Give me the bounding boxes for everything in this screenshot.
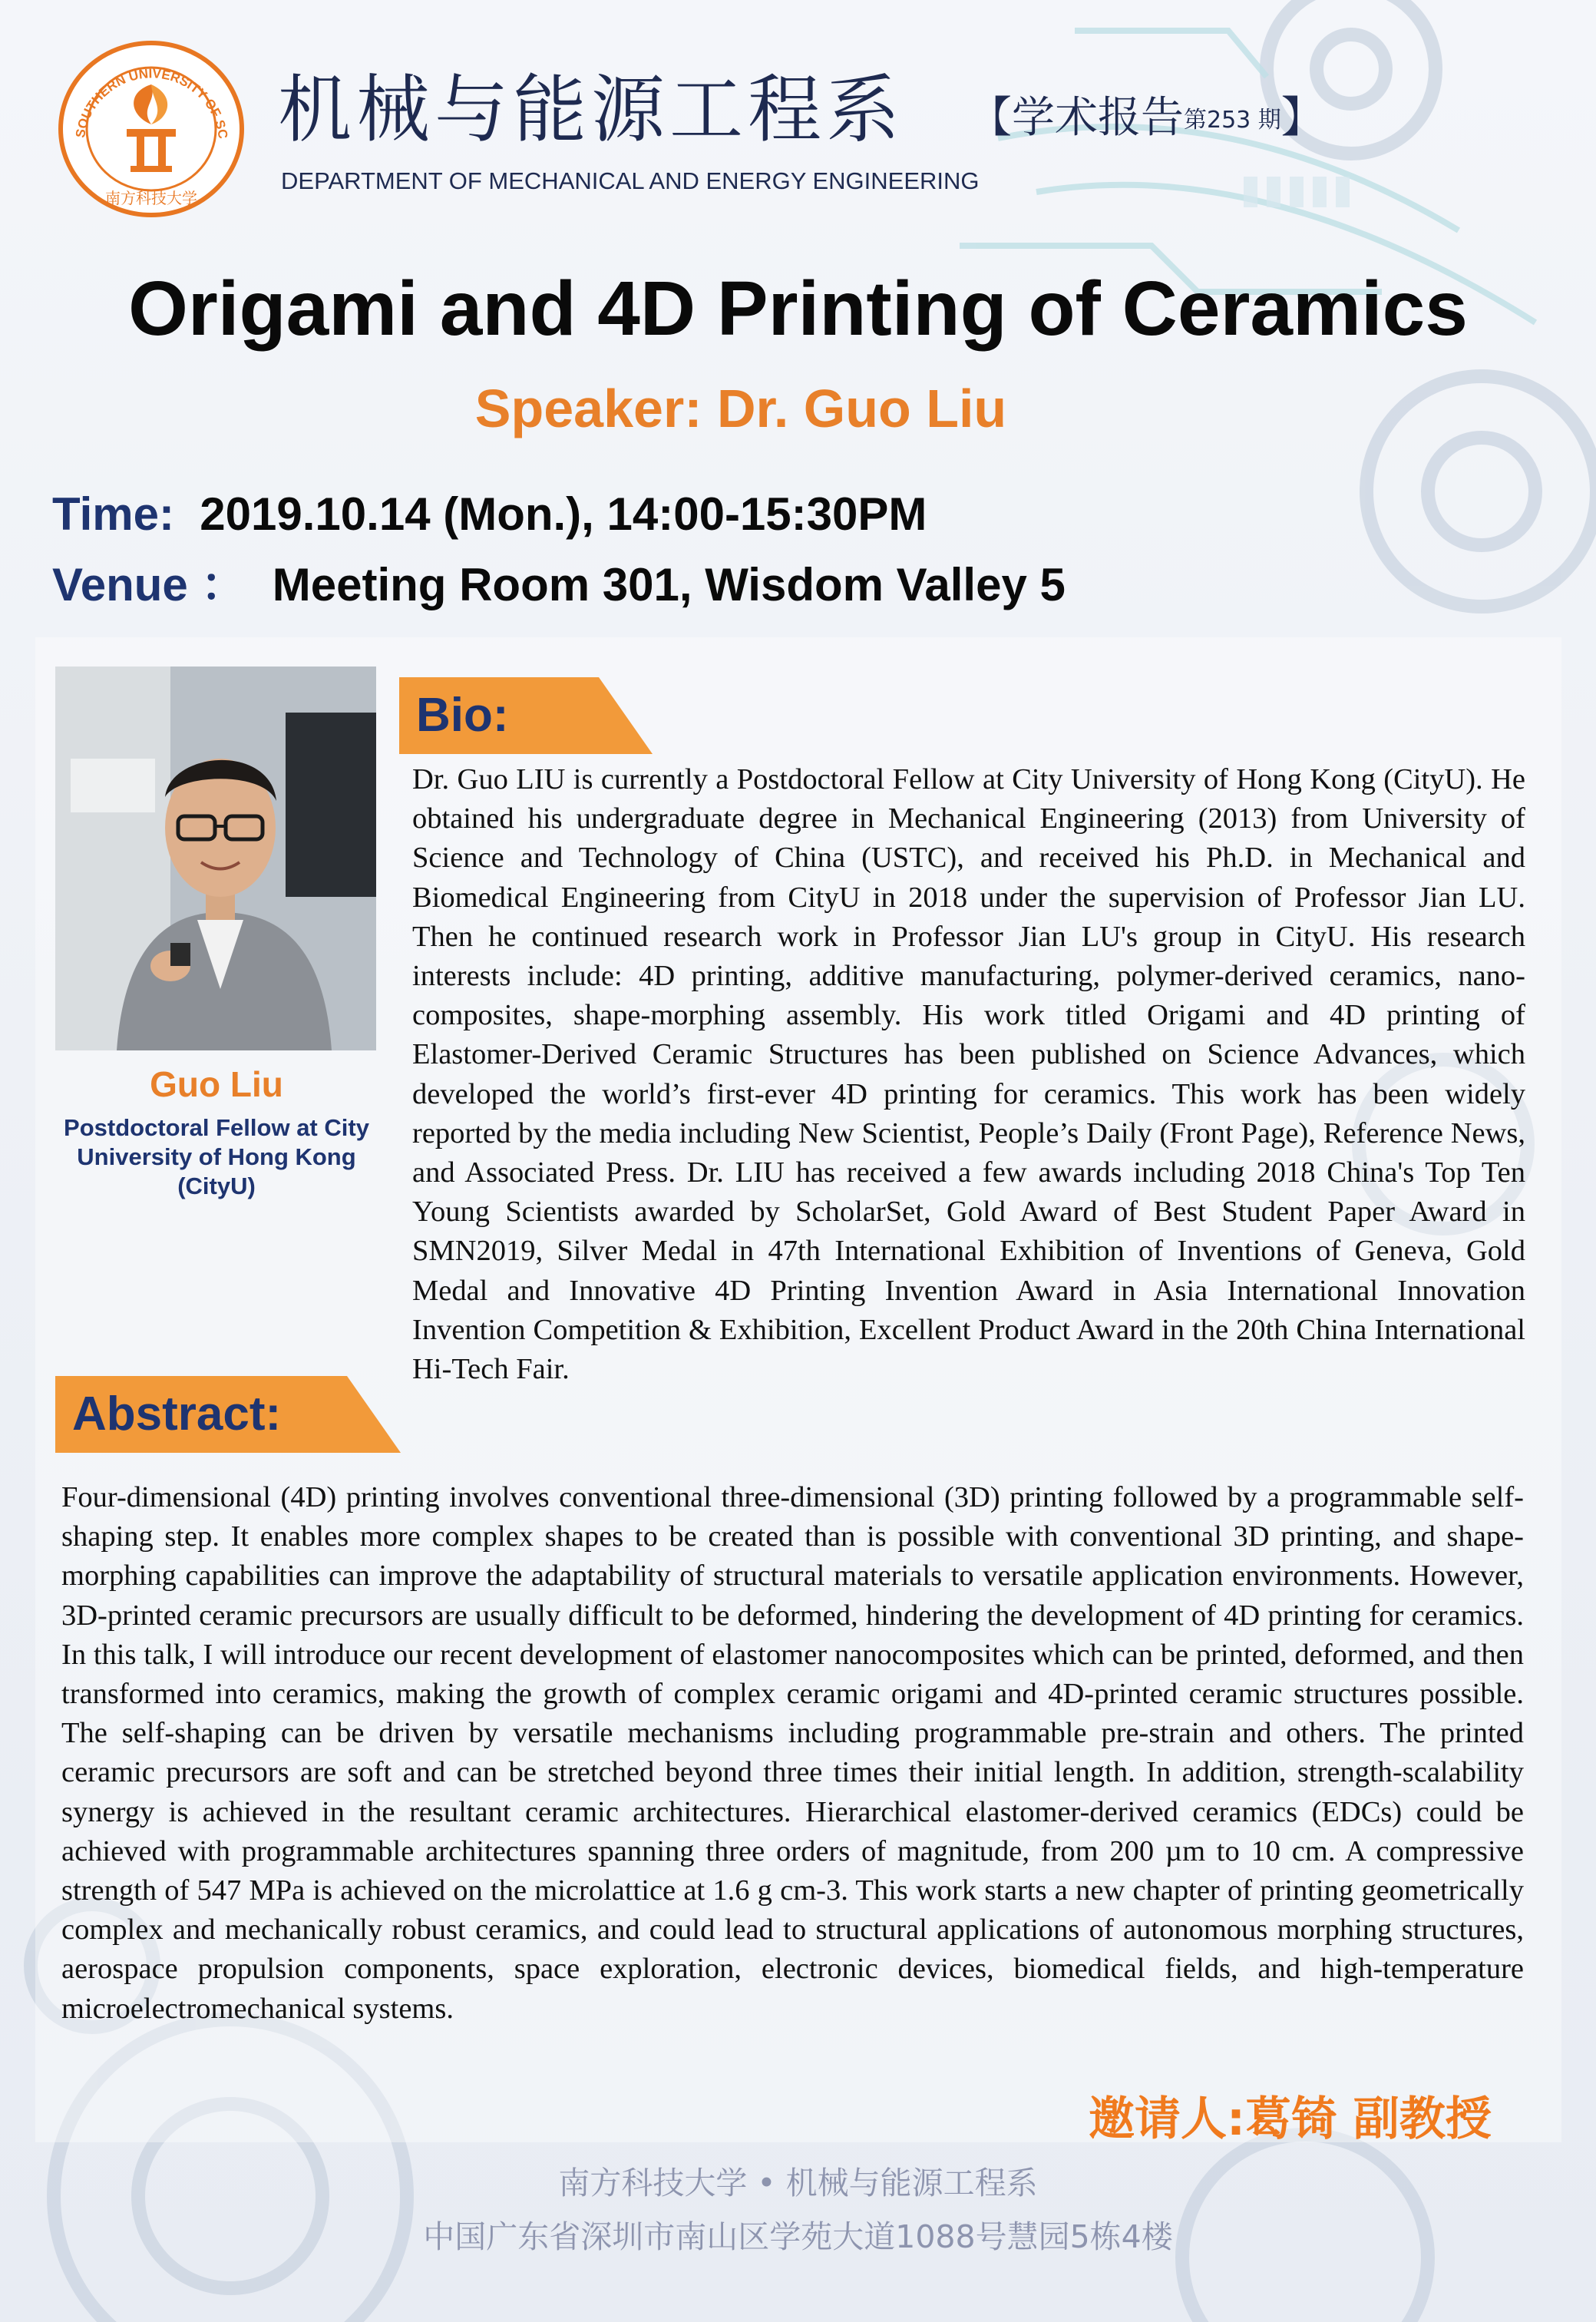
academic-report-badge: [969, 93, 1324, 143]
venue-row: [52, 548, 1066, 614]
venue-value: Meeting Room 301, Wisdom Valley 5: [272, 559, 1066, 610]
talk-title: Origami and 4D Printing of Ceramics: [128, 266, 1468, 352]
footer-university: 南方科技大学 • 机械与能源工程系: [558, 2165, 1038, 2201]
bio-heading: Bio:: [416, 689, 509, 742]
logo-cn-text: 南方科技大学: [105, 189, 197, 207]
report-close: 】: [1280, 93, 1324, 143]
speaker-line: Speaker: Dr. Guo Liu: [474, 379, 1007, 438]
venue-label: Venue ：: [52, 559, 247, 610]
university-logo: [54, 38, 249, 219]
speaker-position: Postdoctoral Fellow at City University of Hong Kong (CityU): [64, 1114, 369, 1199]
abstract-heading-tag: [55, 1376, 401, 1453]
report-open: 【学术报告: [969, 93, 1184, 143]
abstract-heading: Abstract:: [72, 1388, 282, 1440]
footer-address: 中国广东省深圳市南山区学苑大道1088号慧园5栋4楼: [423, 2218, 1173, 2255]
department-name-en: DEPARTMENT OF MECHANICAL AND ENERGY ENGINEERING: [281, 167, 980, 194]
bio-heading-tag: [399, 677, 653, 754]
department-name-cn: 机械与能源工程系: [278, 67, 904, 153]
speaker-name: Guo Liu: [150, 1064, 283, 1104]
report-issue: 第253 期: [1184, 106, 1281, 134]
time-label: Time:: [52, 488, 174, 540]
time-row: [52, 488, 927, 541]
time-value: 2019.10.14 (Mon.), 14:00-15:30PM: [200, 488, 927, 540]
inviter-line: 邀请人:葛锜 副教授: [1089, 2092, 1492, 2146]
abstract-text: Four-dimensional (4D) printing involves conventional three-dimensional (3D) printing followed by a programmable self-shaping step. It enables more complex shapes to be created than is possible with conventional 3D printing, and shape-morphing capabilities can improve the adaptability of structural materials to versatile application environments. However, 3D-printed ceramic precursors are usually difficult to be deformed, hindering the development of 4D printing for ceramics. In this talk, I will introduce our recent development of elastomer nanocomposites which can be printed, deformed, and then transformed into ceramics, making the growth of complex ceramic origami and 4D-printed ceramic structures possible. The self-shaping can be driven by versatile mechanisms including programmable pre-strain and others. The printed ceramic precursors are soft and can be stretched beyond three times their initial length. In addition, strength-scalability synergy is achieved in the resultant ceramic architectures. Hierarchical elastomer-derived ceramics (EDCs) could be achieved with programmable architectures spanning three orders of magnitude, from 200 µm to 10 cm. A compressive strength of 547 MPa is achieved on the microlattice at 1.6 g cm-3. This work starts a new chapter of printing geometrically complex and mechanically robust ceramics, and could lead to structural applications of autonomous morphing structures, aerospace propulsion components, space exploration, electronic devices, biomedical fields, and high-temperature microelectromechanical systems.: [61, 1481, 1524, 2025]
speaker-photo: [55, 666, 376, 1050]
bio-text: Dr. Guo LIU is currently a Postdoctoral Fellow at City University of Hong Kong (CityU). He obtained his undergraduate degree in Mechanical Engineering (2013) from University of Science and Technology of China (USTC), and received his Ph.D. in Mechanical and Biomedical Engineering from CityU in 2018 under the supervision of Professor Jian LU. Then he continued research work in Professor Jian LU's group in CityU. His research interests include: 4D printing, additive manufacturing, polymer-derived ceramics, nano-composites, shape-morphing assembly. His work titled Origami and 4D printing of Elastomer-Derived Ceramic Structures has been published on Science Advances, which developed the world’s first-ever 4D printing for ceramics. This work has been widely reported by the media including New Scientist, People’s Daily (Front Page), Reference News, and Associated Press. Dr. LIU has received a few awards including 2018 China's Top Ten Young Scientists awarded by ScholarSet, Gold Award of Best Student Paper Award in SMN2019, Silver Medal in 47th International Exhibition of Inventions of Geneva, Gold Medal and Innovative 4D Printing Invention Award in Asia International Innovation Invention Competition & Exhibition, Excellent Product Award in the 20th China International Hi-Tech Fair.: [412, 763, 1525, 1386]
logo-ring-text: SOUTHERN UNIVERSITY OF SC: [73, 66, 231, 141]
